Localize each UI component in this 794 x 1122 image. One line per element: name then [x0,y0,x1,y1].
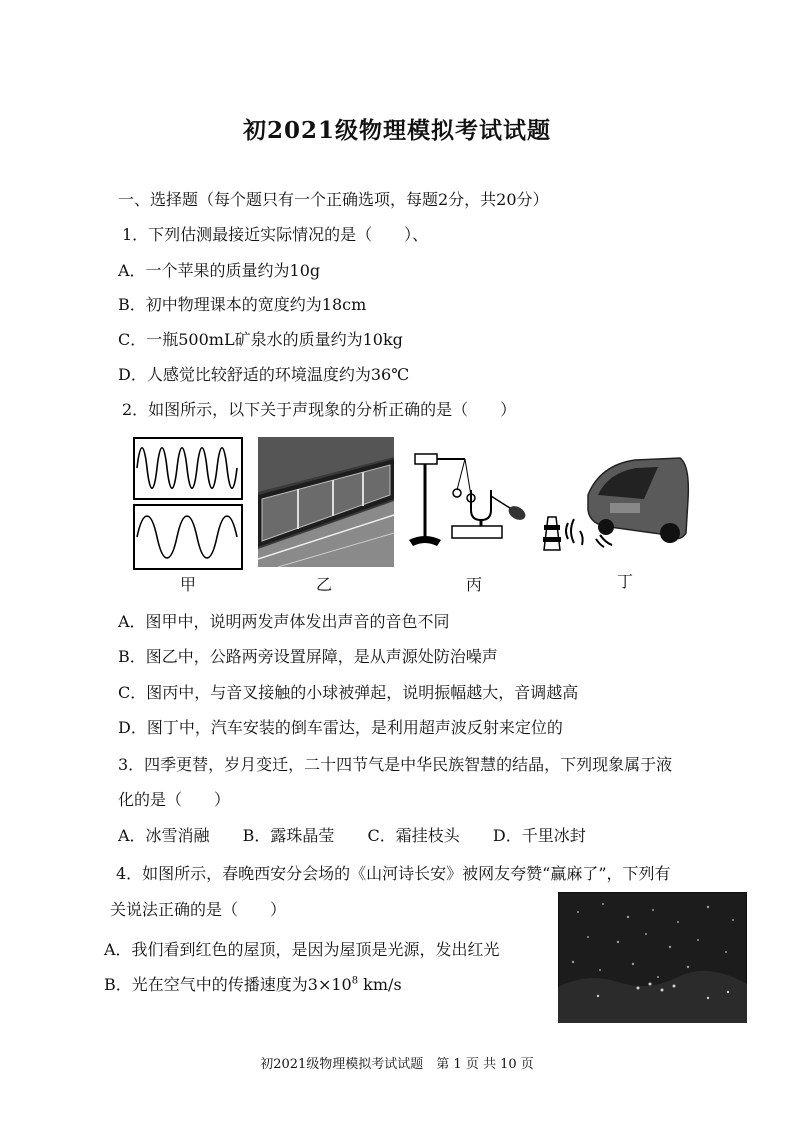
q2-caption-yi: 乙 [316,575,333,594]
q2-stem: 2．如图所示，以下关于声现象的分析正确的是（ ） [122,400,517,419]
q2-caption-bing: 丙 [466,575,483,594]
q2-caption-ding: 丁 [617,572,634,591]
figure-yi-highway-barrier [258,437,394,567]
q1-option-b: B．初中物理课本的宽度约为18cm [118,295,367,314]
figure-night-city-photo [558,892,747,1023]
q3-option-a: A．冰雪消融 [118,826,210,845]
figure-ding-car-radar [540,455,690,555]
q3-stem-line1: 3．四季更替，岁月变迁，二十四节气是中华民族智慧的结晶，下列现象属于液 [118,755,673,774]
q3-stem-line2: 化的是（ ） [118,790,231,809]
q4-option-b-exponent: 8 [351,975,359,987]
q2-option-c: C．图丙中，与音叉接触的小球被弹起，说明振幅越大，音调越高 [118,683,579,702]
q4-stem-line2: 关说法正确的是（ ） [110,900,287,919]
q4-option-b-unit: km/s [358,975,402,994]
waveform-box-bottom [134,505,242,569]
q1-option-a: A．一个苹果的质量约为10g [118,261,321,280]
q2-caption-jia: 甲 [180,575,197,594]
q2-option-d: D．图丁中，汽车安装的倒车雷达，是利用超声波反射来定位的 [118,718,563,737]
section-heading: 一、选择题（每个题只有一个正确选项，每题2分，共20分） [118,190,549,209]
q4-stem-line1: 4．如图所示，春晚西安分会场的《山河诗长安》被网友夸赞“赢麻了”，下列有 [116,864,671,883]
q3-option-d: D．千里冰封 [492,826,586,845]
figure-bing-tuning-fork [407,448,532,558]
waveform-box-top [134,438,242,499]
page-title: 初2021级物理模拟考试试题 [242,117,551,144]
q2-option-a: A．图甲中，说明两发声体发出声音的音色不同 [118,612,450,631]
q4-option-b [104,972,402,995]
q4-option-a: A．我们看到红色的屋顶，是因为屋顶是光源，发出红光 [104,940,500,959]
q2-option-b: B．图乙中，公路两旁设置屏障，是从声源处防治噪声 [118,647,498,666]
page-footer: 初2021级物理模拟考试试题 第 1 页 共 10 页 [260,1057,534,1072]
q1-option-d: D．人感觉比较舒适的环境温度约为36℃ [118,365,410,384]
figure-jia-waveforms [133,437,243,575]
q1-option-c: C．一瓶500mL矿泉水的质量约为10kg [118,330,403,349]
q4-option-b-text: B．光在空气中的传播速度为3×10 [104,975,352,994]
q1-stem: 1．下列估测最接近实际情况的是（ ）、 [122,225,429,244]
q3-option-c: C．霜挂枝头 [367,826,460,845]
q3-option-b: B．露珠晶莹 [242,826,335,845]
q3-options [118,823,614,846]
